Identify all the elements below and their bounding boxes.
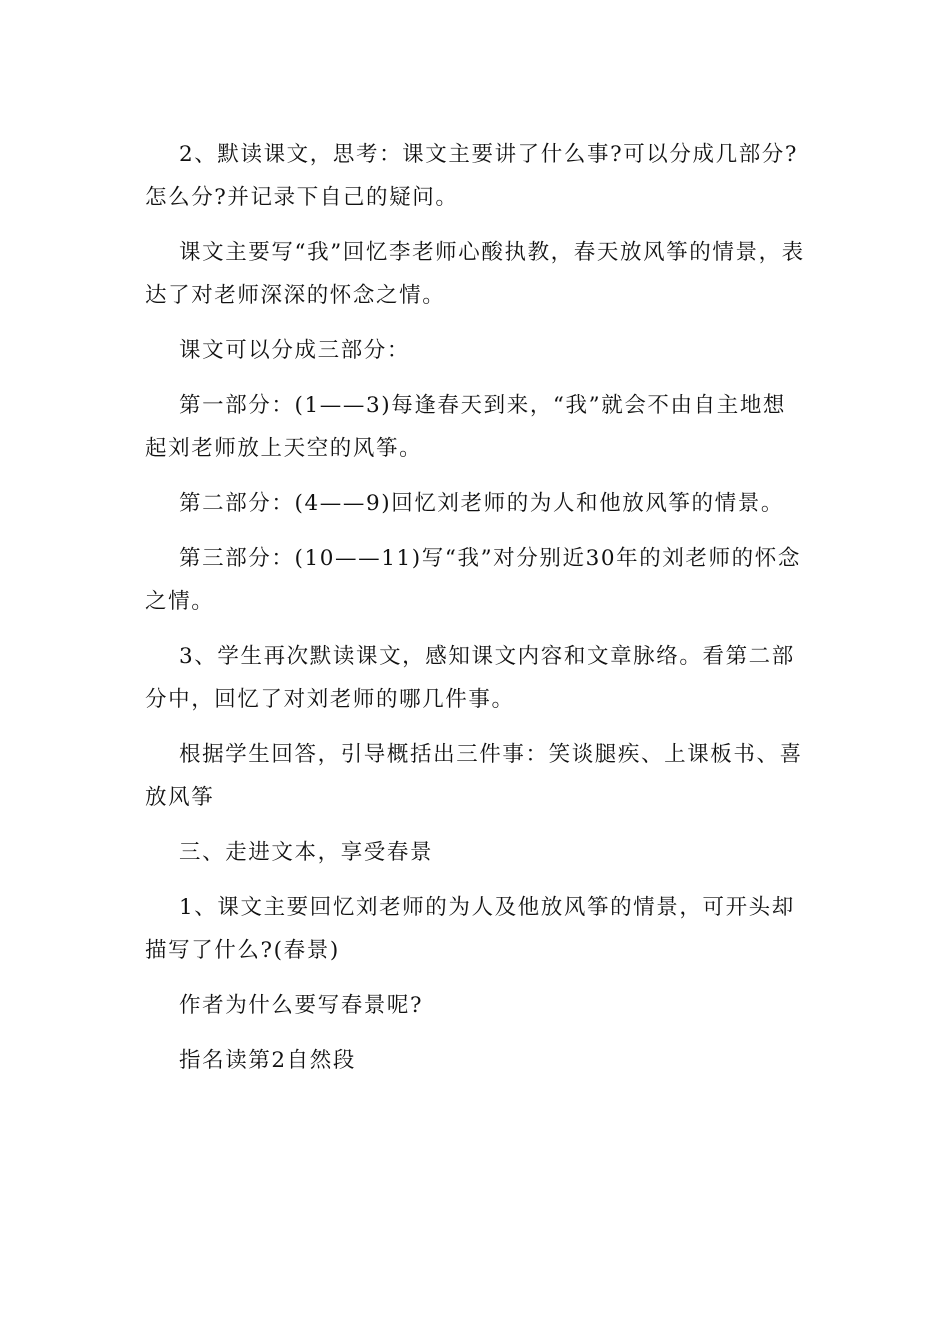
paragraph-part-three: 第三部分：(10——11)写“我”对分别近30年的刘老师的怀念之情。 [145, 546, 801, 614]
paragraph-three-events: 根据学生回答，引导概括出三件事：笑谈腿疾、上课板书、喜放风筝 [145, 742, 803, 810]
paragraph-three-parts: 课文可以分成三部分： [179, 338, 411, 363]
paragraph-main-idea: 课文主要写“我”回忆李老师心酸执教，春天放风筝的情景，表达了对老师深深的怀念之情。 [145, 240, 805, 308]
paragraph-read-section-2: 指名读第2自然段 [179, 1048, 356, 1073]
paragraph-opening-question: 1、课文主要回忆刘老师的为人及他放风筝的情景，可开头却描写了什么?(春景) [145, 895, 795, 963]
paragraph-step3: 3、学生再次默读课文，感知课文内容和文章脉络。看第二部分中，回忆了对刘老师的哪几件事。 [145, 644, 795, 712]
paragraph-step2-question: 2、默读课文，思考：课文主要讲了什么事?可以分成几部分?怎么分?并记录下自己的疑问。 [145, 142, 799, 210]
section-heading-spring-scene: 三、走进文本，享受春景 [179, 840, 434, 865]
paragraph-part-two: 第二部分：(4——9)回忆刘老师的为人和他放风筝的情景。 [179, 491, 784, 516]
paragraph-why-spring: 作者为什么要写春景呢? [179, 993, 424, 1018]
document-body [145, 133, 807, 1094]
paragraph-part-one: 第一部分：(1——3)每逢春天到来，“我”就会不由自主地想起刘老师放上天空的风筝。 [145, 393, 787, 461]
